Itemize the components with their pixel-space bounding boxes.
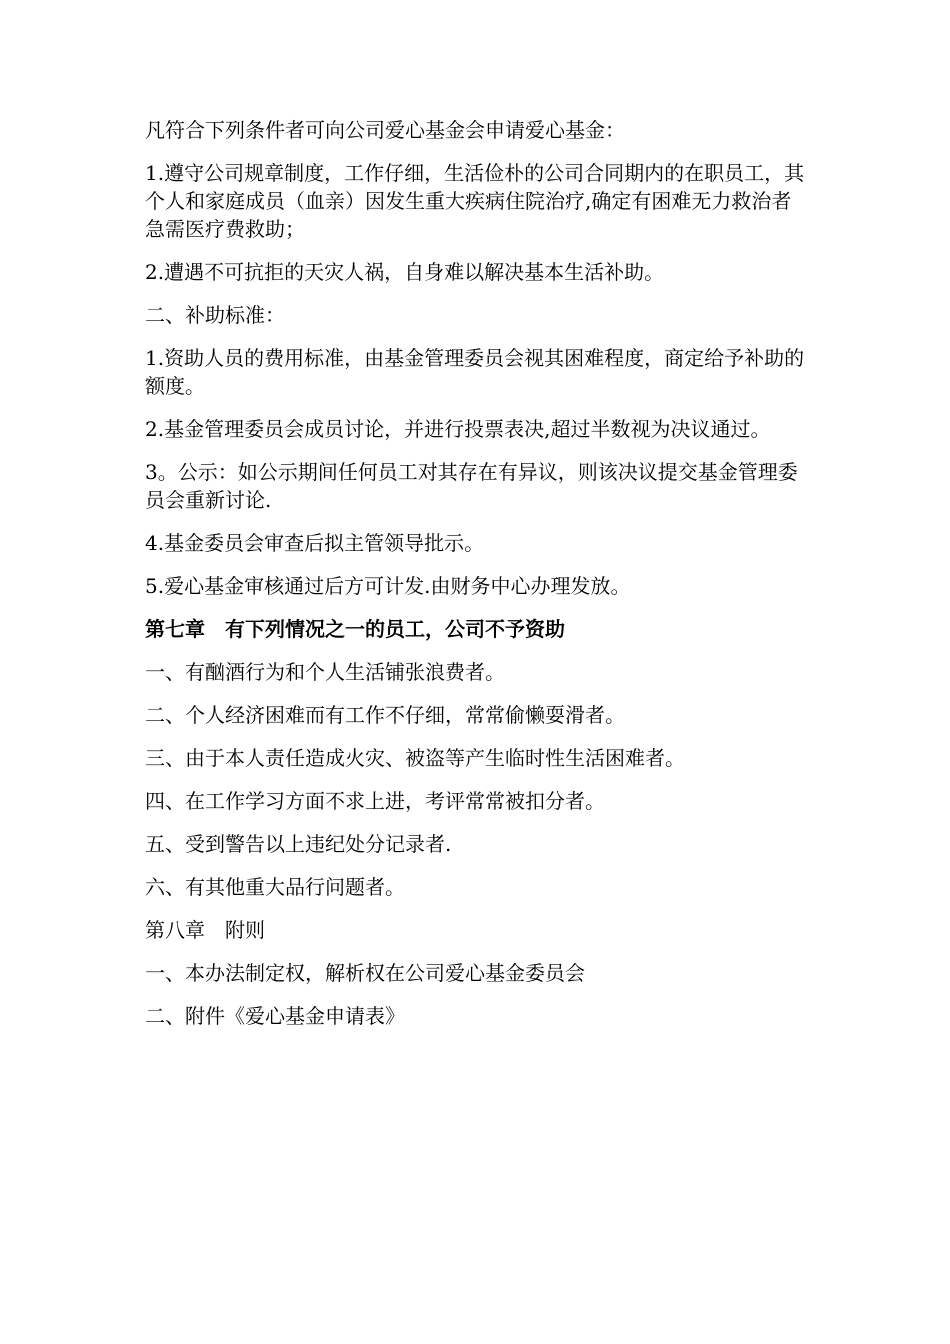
paragraph-exclusion-1: 一、有酗酒行为和个人生活铺张浪费者。 [145,660,505,684]
paragraph-exclusion-2: 二、个人经济困难而有工作不仔细，常常偷懒耍滑者。 [145,703,625,727]
paragraph-eligibility-intro: 凡符合下列条件者可向公司爱心基金会申请爱心基金： [145,118,625,142]
paragraph-standard-2: 2.基金管理委员会成员讨论，并进行投票表决,超过半数视为决议通过。 [145,417,771,441]
chapter-seven-heading: 第七章 有下列情况之一的员工，公司不予资助 [145,617,565,641]
paragraph-appendix-2: 二、附件《爱心基金申请表》 [145,1004,405,1028]
paragraph-standard-1: 1.资助人员的费用标准，由基金管理委员会视其困难程度，商定给予补助的额度。 [145,346,805,398]
paragraph-standard-4: 4.基金委员会审查后拟主管领导批示。 [145,531,485,555]
document-page [145,116,810,1045]
paragraph-exclusion-5: 五、受到警告以上违纪处分记录者. [145,832,452,856]
paragraph-exclusion-3: 三、由于本人责任造成火灾、被盗等产生临时性生活困难者。 [145,746,685,770]
paragraph-exclusion-4: 四、在工作学习方面不求上进，考评常常被扣分者。 [145,789,605,813]
section-title-subsidy-standard: 二、补助标准： [145,303,285,327]
paragraph-exclusion-6: 六、有其他重大品行问题者。 [145,875,405,899]
chapter-eight-heading: 第八章 附则 [145,918,265,942]
paragraph-standard-5: 5.爱心基金审核通过后方可计发.由财务中心办理发放。 [145,574,631,598]
paragraph-appendix-1: 一、本办法制定权，解析权在公司爱心基金委员会 [145,961,585,985]
paragraph-eligibility-2: 2.遭遇不可抗拒的天灾人祸，自身难以解决基本生活补助。 [145,260,665,284]
paragraph-eligibility-1: 1.遵守公司规章制度，工作仔细，生活俭朴的公司合同期内的在职员工，其个人和家庭成员（血亲）因发生重大疾病住院治疗,确定有困难无力救治者急需医疗费救助； [145,161,805,241]
paragraph-standard-3: 3。公示：如公示期间任何员工对其存在有异议，则该决议提交基金管理委员会重新讨论. [145,460,798,512]
